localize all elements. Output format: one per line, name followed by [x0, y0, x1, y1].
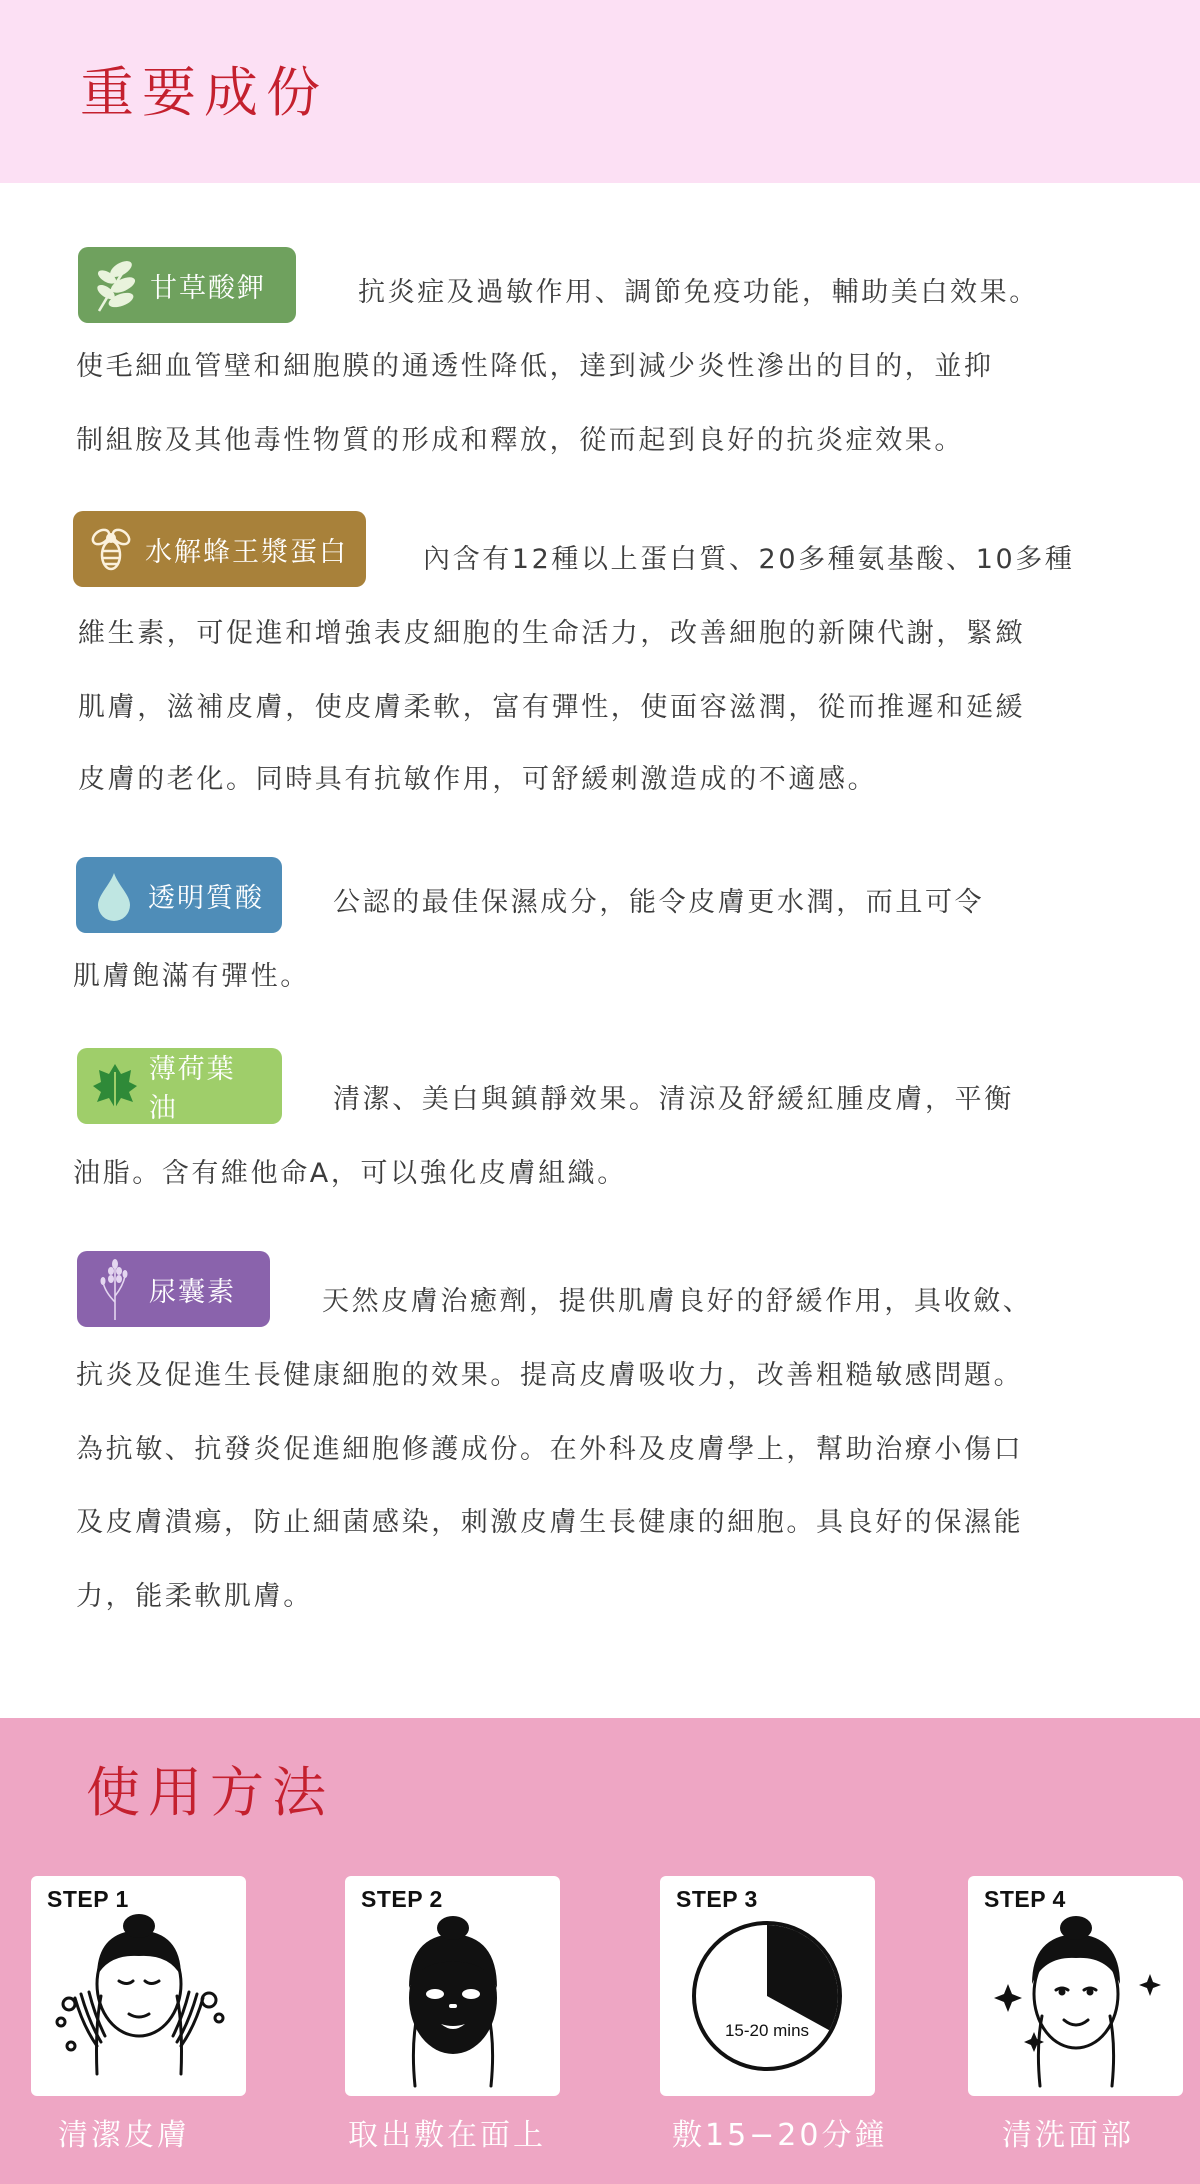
ingredient-text-line: 內含有12種以上蛋白質、20多種氨基酸、10多種 — [423, 544, 1075, 575]
step-caption: 清洗面部 — [1002, 2118, 1134, 2153]
ingredients-title: 重要成份 — [80, 61, 328, 124]
ingredient-text-line: 使毛細血管壁和細胞膜的通透性降低，達到減少炎性滲出的目的，並抑 — [76, 351, 994, 382]
ingredient-text-line: 天然皮膚治癒劑，提供肌膚良好的舒緩作用，具收斂、 — [322, 1286, 1033, 1317]
ingredient-text-line: 公認的最佳保濕成分，能令皮膚更水潤，而且可令 — [333, 887, 985, 918]
leaves-icon — [90, 257, 142, 313]
ingredient-text-line: 為抗敏、抗發炎促進細胞修護成份。在外科及皮膚學上，幫助治療小傷口 — [76, 1434, 1024, 1465]
ingredient-badge — [76, 857, 282, 933]
ingredient-name: 薄荷葉油 — [148, 1054, 236, 1124]
ingredient-text-line: 維生素，可促進和增強表皮細胞的生命活力，改善細胞的新陳代謝，緊緻 — [78, 618, 1026, 649]
lavender-icon — [89, 1261, 141, 1317]
step-label: STEP 4 — [984, 1886, 1066, 1912]
step-label: STEP 1 — [47, 1886, 129, 1912]
timer-text: 15-20 mins — [724, 2021, 810, 2040]
ingredient-name: 水解蜂王漿蛋白 — [145, 536, 348, 568]
ingredient-name: 尿囊素 — [149, 1276, 236, 1308]
ingredient-text-line: 肌膚飽滿有彈性。 — [73, 961, 310, 992]
ingredient-badge — [77, 1048, 282, 1124]
usage-title: 使用方法 — [86, 1761, 334, 1824]
bee-icon — [85, 521, 137, 577]
ingredient-badge — [78, 247, 296, 323]
ingredient-name: 透明質酸 — [148, 882, 264, 914]
step-caption: 敷15−20分鐘 — [672, 2118, 888, 2153]
step-label: STEP 2 — [361, 1886, 443, 1912]
step-caption: 清潔皮膚 — [58, 2118, 190, 2153]
ingredient-text-line: 制組胺及其他毒性物質的形成和釋放，從而起到良好的抗炎症效果。 — [76, 425, 964, 456]
step-label: STEP 3 — [676, 1886, 758, 1912]
ingredient-text-line: 清潔、美白與鎮靜效果。清涼及舒緩紅腫皮膚，平衡 — [333, 1084, 1014, 1115]
step-caption: 取出敷在面上 — [348, 2118, 546, 2153]
ingredient-text-line: 皮膚的老化。同時具有抗敏作用，可舒緩刺激造成的不適感。 — [78, 764, 878, 795]
ingredient-text-line: 力，能柔軟肌膚。 — [76, 1581, 313, 1612]
ingredient-text-line: 油脂。含有維他命A，可以強化皮膚組織。 — [73, 1158, 627, 1189]
ingredient-badge — [73, 511, 366, 587]
step-card — [660, 1876, 875, 2096]
ingredient-name: 甘草酸鉀 — [150, 272, 266, 304]
step-card — [345, 1876, 560, 2096]
step-card — [968, 1876, 1183, 2096]
water-drop-icon — [88, 867, 140, 923]
ingredient-text-line: 抗炎及促進生長健康細胞的效果。提高皮膚吸收力，改善粗糙敏感問題。 — [76, 1360, 1024, 1391]
ingredient-text-line: 肌膚，滋補皮膚，使皮膚柔軟，富有彈性，使面容滋潤，從而推遲和延緩 — [78, 692, 1026, 723]
ingredient-text-line: 抗炎症及過敏作用、調節免疫功能，輔助美白效果。 — [358, 277, 1039, 308]
step-card — [31, 1876, 246, 2096]
ingredient-badge — [77, 1251, 270, 1327]
mint-leaf-icon — [89, 1058, 141, 1114]
ingredient-text-line: 及皮膚潰瘍，防止細菌感染，刺激皮膚生長健康的細胞。具良好的保濕能 — [76, 1507, 1024, 1538]
